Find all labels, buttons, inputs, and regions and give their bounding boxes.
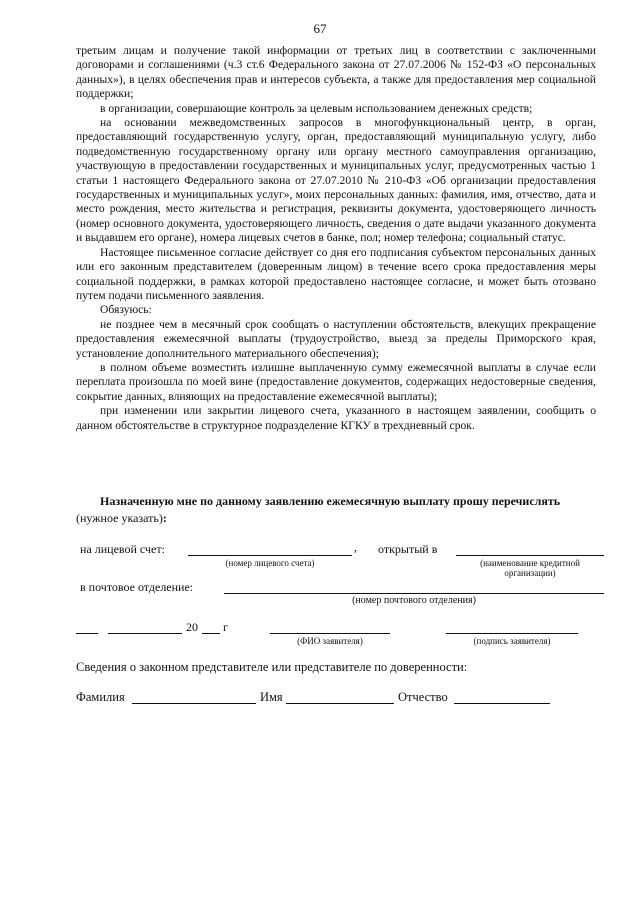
- account-number-field[interactable]: [188, 555, 352, 556]
- paragraph: в организации, совершающие контроль за целевым использованием денежных средств;: [100, 101, 533, 115]
- paragraph: Настоящее письменное согласие действует со дня его подписания субъектом персональных данных или его законным представителем (доверенным лицом) в течение всего срока предоставления меры социальной поддержки, в рамках которой предоставлено настоящее согласие, и может быть отозвано путем подачи письменного заявления.: [76, 245, 596, 302]
- signature-caption: (подпись заявителя): [473, 636, 551, 646]
- representative-title: Сведения о законном представителе или представителе по доверенности:: [76, 660, 468, 674]
- paragraph: Обязуюсь:: [100, 303, 152, 317]
- paragraph: в полном объеме возместить излишне выплаченную сумму ежемесячной выплаты в случае если переплата произошла по моей вине (предоставление документов, содержащих недостоверные сведения, сокрытие данных, влияющих на предоставление ежемесячной выплаты);: [76, 360, 596, 403]
- post-office-label: в почтовое отделение:: [80, 580, 194, 594]
- page-number: 67: [313, 21, 327, 36]
- paragraph: при изменении или закрытии лицевого счета, указанного в настоящем заявлении, сообщить о данном обстоятельстве в структурное подразделение КГКУ в трехдневный срок.: [76, 404, 596, 432]
- bank-name-field[interactable]: [456, 555, 604, 556]
- applicant-signature-field[interactable]: [446, 633, 578, 634]
- post-office-caption: (номер почтового отделения): [352, 595, 476, 606]
- opened-label: открытый в: [378, 542, 438, 556]
- name-field[interactable]: [286, 703, 394, 704]
- payment-note-text: (нужное указать): [76, 511, 163, 525]
- payment-title: Назначенную мне по данному заявлению ежемесячную выплату прошу перечислять: [100, 494, 561, 508]
- fio-caption: (ФИО заявителя): [297, 636, 363, 646]
- consent-text: [76, 44, 596, 433]
- paragraph: третьим лицам и получение такой информации от третьих лиц в соответствии с заключенными договорами и соглашениями (ч.3 ст.6 Федерального закона от 27.07.2006 № 152-ФЗ «О персональных данных»), в целях обеспечения прав и интересов субъекта, а также для предоставления мер социальной поддержки;: [76, 44, 596, 101]
- payment-note: [76, 511, 167, 525]
- name-label: Имя: [260, 690, 283, 704]
- surname-label: Фамилия: [76, 690, 125, 704]
- date-year-field[interactable]: [202, 633, 220, 634]
- post-office-field[interactable]: [224, 593, 604, 594]
- applicant-name-field[interactable]: [270, 633, 390, 634]
- paragraph: на основании межведомственных запросов в многофункциональный центр, в орган, предоставляющий государственную услугу, орган, предоставляющий муниципальную услугу, либо подведомственную государственному органу или органу местного самоуправления организацию, участвующую в предоставлении государственных и муниципальных услуг, предусмотренных частью 1 статьи 1 настоящего Федерального закона от 27.07.2010 № 210-ФЗ «Об организации предоставления государственных и муниципальных услуг», моих персональных данных: фамилия, имя, отчество, дата и место рождения, место жительства и регистрация, реквизиты документа, удостоверяющего личность (номер основного документа, удостоверяющего личность, сведения о дате выдачи указанного документа и выдавшем его органе), номера лицевых счетов в банке, пол; номер телефона; социальный статус.: [76, 116, 596, 245]
- paragraph: не позднее чем в месячный срок сообщать о наступлении обстоятельств, влекущих прекращение предоставления ежемесячной выплаты (трудоустройство, выезд за пределы Приморского края, установление дополнительного материального обеспечения);: [76, 317, 596, 360]
- account-caption: (номер лицевого счета): [225, 558, 315, 568]
- payment-note-colon: :: [162, 511, 167, 525]
- year-prefix: 20: [186, 620, 198, 634]
- date-month-field[interactable]: [108, 633, 182, 634]
- surname-field[interactable]: [132, 703, 256, 704]
- patronymic-field[interactable]: [454, 703, 550, 704]
- date-day-field[interactable]: [76, 633, 98, 634]
- account-label: на лицевой счет:: [80, 542, 165, 556]
- patronymic-label: Отчество: [398, 690, 448, 704]
- bank-caption: (наименование кредитной организации): [480, 558, 580, 578]
- year-suffix: г: [223, 620, 228, 634]
- account-comma: ,: [354, 540, 357, 554]
